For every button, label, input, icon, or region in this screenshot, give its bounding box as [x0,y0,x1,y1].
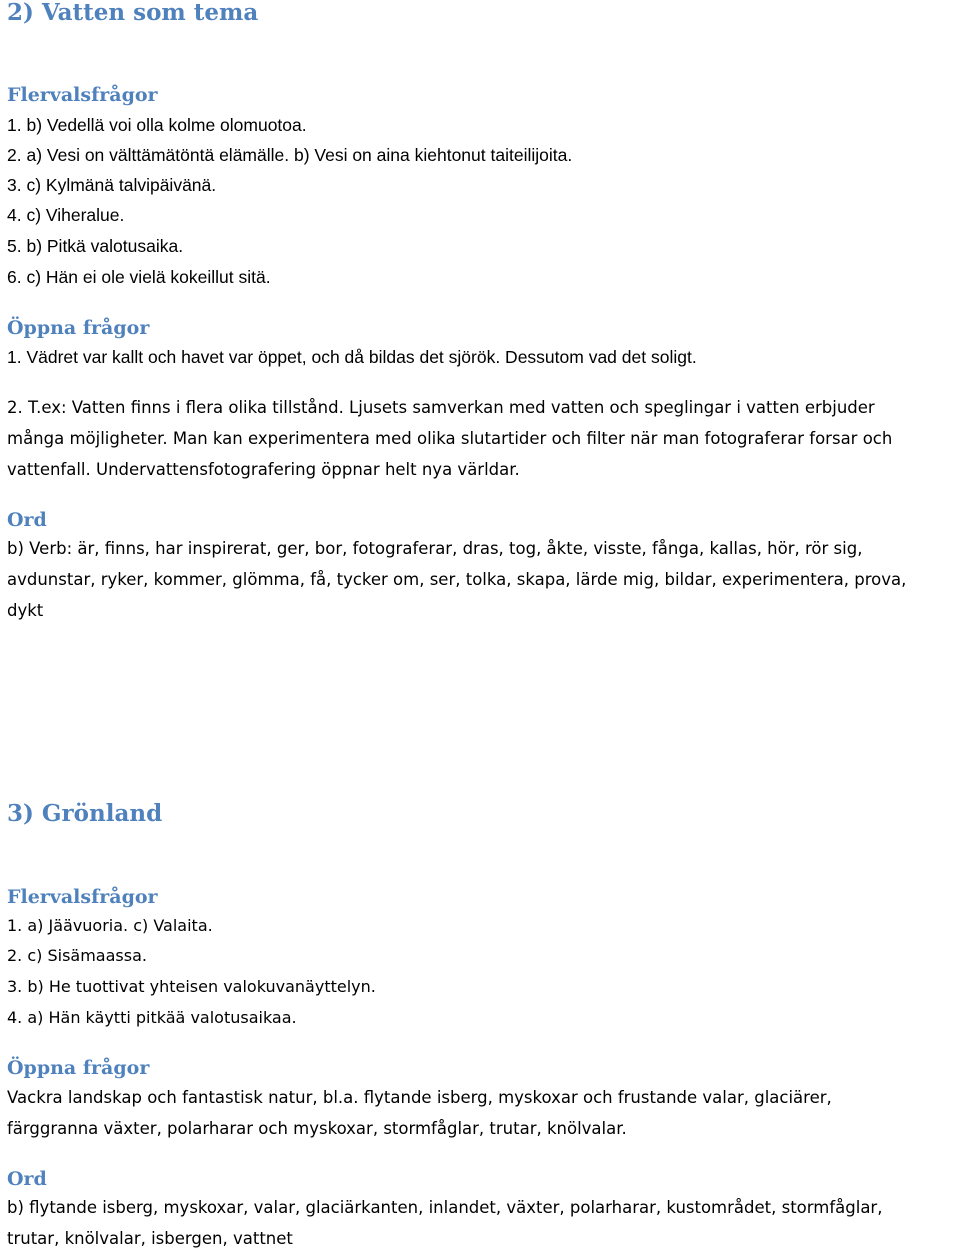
mc-item-gronland-1: 1. a) Jäävuoria. c) Valaita. [7,916,213,935]
words-heading-gronland: Ord [7,1168,47,1190]
mc-item-vatten-3: 3. c) Kylmänä talvipäivänä. [7,175,217,195]
open-answer-vatten-1: 1. Vädret var kallt och havet var öppet, och då bildas det sjörök. Dessutom vad det soligt. [7,347,697,367]
paragraph-line: Vackra landskap och fantastisk natur, bl.a. flytande isberg, myskoxar och frustande valar, glaciärer, [7,1088,832,1107]
open-heading-gronland: Öppna frågor [7,1057,150,1079]
words-list-vatten [7,533,906,626]
paragraph-line: många möjligheter. Man kan experimentera med olika slutartider och filter när man fotograferar forsar och [7,429,893,448]
section-title-gronland: 3) Grönland [7,800,163,827]
words-list-gronland [7,1192,882,1254]
paragraph-line: trutar, knölvalar, isbergen, vattnet [7,1229,293,1248]
paragraph-line: b) flytande isberg, myskoxar, valar, glaciärkanten, inlandet, växter, polarharar, kustområdet, stormfåglar, [7,1198,883,1217]
paragraph-line: avdunstar, ryker, kommer, glömma, få, tycker om, ser, tolka, skapa, lärde mig, bildar, experimentera, prova, [7,570,907,589]
mc-item-vatten-6: 6. c) Hän ei ole vielä kokeillut sitä. [7,267,271,287]
mc-item-vatten-4: 4. c) Viheralue. [7,205,125,225]
section-title-vatten: 2) Vatten som tema [7,0,259,26]
paragraph-line: färggranna växter, polarharar och myskoxar, stormfåglar, trutar, knölvalar. [7,1119,627,1138]
mc-item-vatten-5: 5. b) Pitkä valotusaika. [7,236,184,256]
mc-item-gronland-2: 2. c) Sisämaassa. [7,946,147,965]
mc-item-gronland-3: 3. b) He tuottivat yhteisen valokuvanäyttelyn. [7,977,376,996]
mc-item-vatten-2: 2. a) Vesi on välttämätöntä elämälle. b) Vesi on aina kiehtonut taiteilijoita. [7,145,573,165]
words-heading-vatten: Ord [7,509,47,531]
mc-heading-vatten: Flervalsfrågor [7,84,158,106]
paragraph-line: vattenfall. Undervattensfotografering öppnar helt nya världar. [7,460,520,479]
open-heading-vatten: Öppna frågor [7,317,150,339]
paragraph-line: b) Verb: är, finns, har inspirerat, ger, bor, fotograferar, dras, tog, åkte, visste, fånga, kallas, hör, rör sig, [7,539,863,558]
paragraph-line: dykt [7,601,44,620]
paragraph-line: 2. T.ex: Vatten finns i flera olika tillstånd. Ljusets samverkan med vatten och speglingar i vatten erbjuder [7,398,875,417]
open-answer-vatten-2 [7,392,892,485]
mc-item-gronland-4: 4. a) Hän käytti pitkää valotusaikaa. [7,1008,297,1027]
mc-heading-gronland: Flervalsfrågor [7,886,158,908]
mc-item-vatten-1: 1. b) Vedellä voi olla kolme olomuotoa. [7,115,307,135]
open-answer-gronland [7,1082,832,1144]
